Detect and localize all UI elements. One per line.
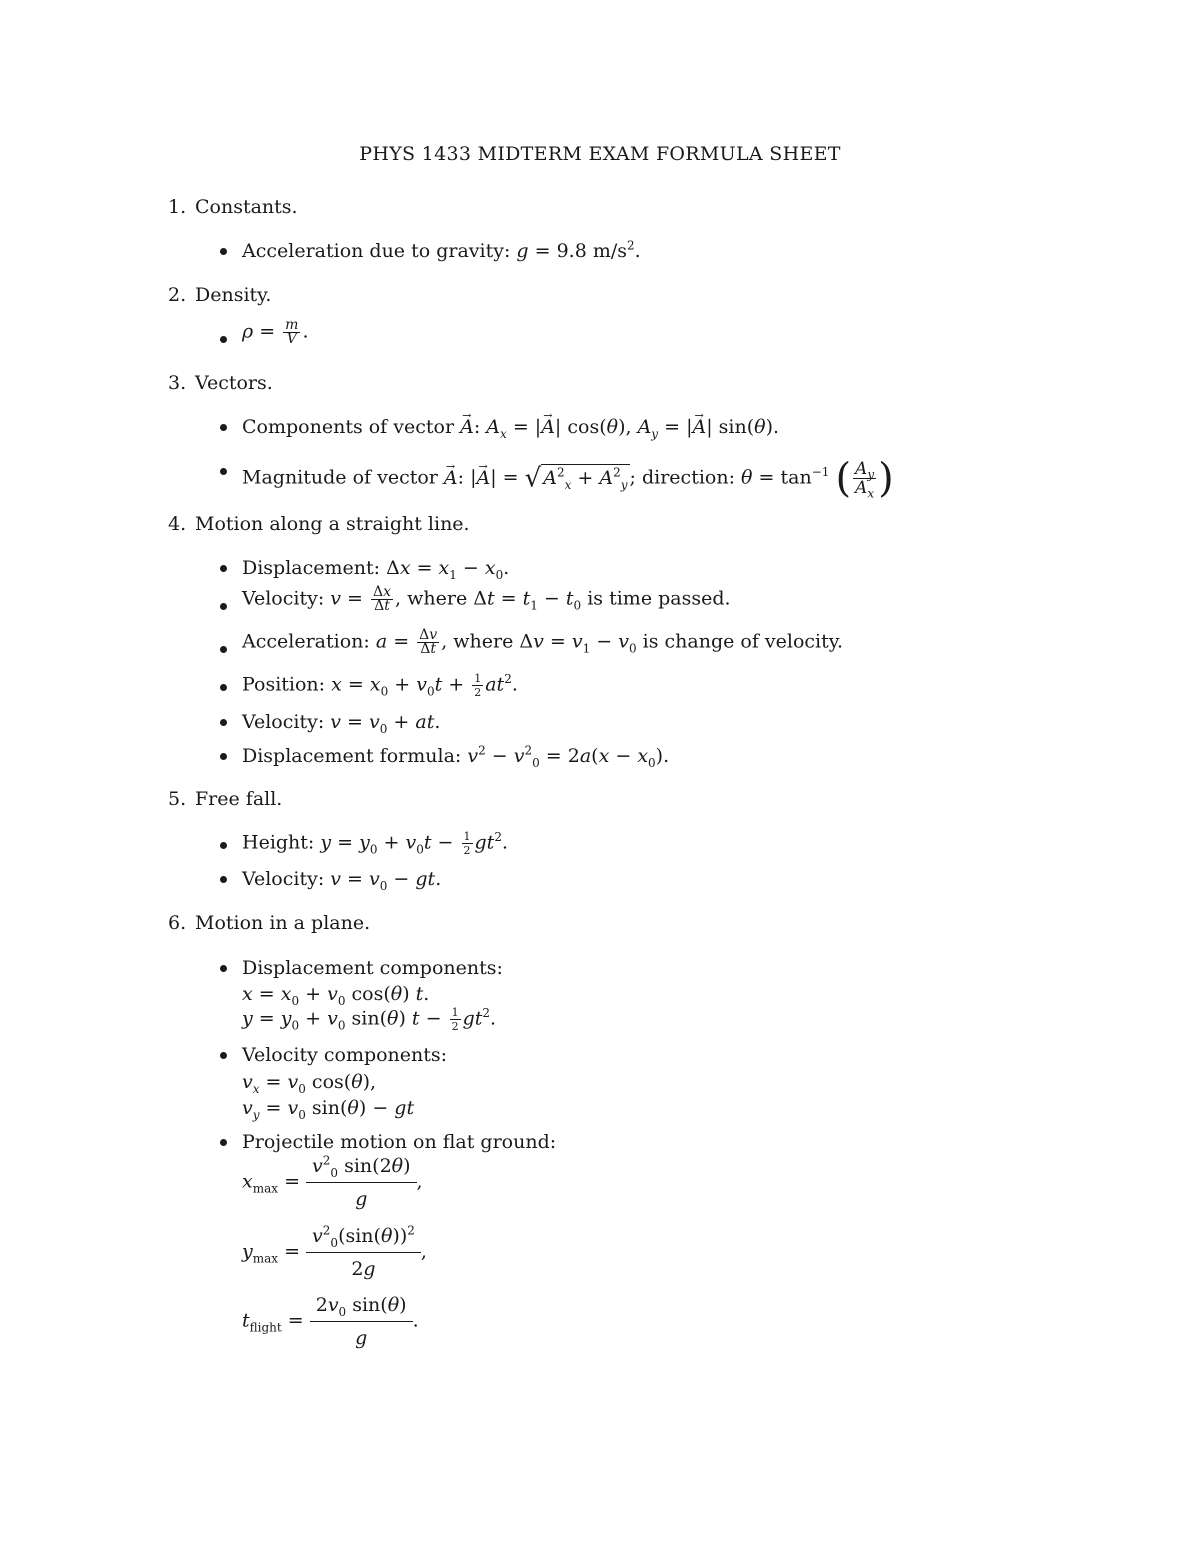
equation-ymax: $y_{max}$ = $\frac{v^2_0(\sin(\theta))^2}{2g}$ ,	[242, 1223, 427, 1280]
section-density: 2. Density.	[168, 284, 272, 306]
page-title: PHYS 1433 MIDTERM EXAM FORMULA SHEET	[359, 143, 841, 165]
equation-xmax: $x_{max}$ = $\frac{v^2_0 \sin(2\theta)}{g}$ ,	[242, 1153, 423, 1210]
section-straight-line: 4. Motion along a straight line.	[168, 513, 470, 535]
equation-tflight: $t_{flight}$ = $\frac{2v_0 \sin(\theta)}{g}$ .	[242, 1291, 419, 1352]
formula-sheet-page: PHYS 1433 MIDTERM EXAM FORMULA SHEET 1. Constants. Acceleration due to gravity: g = 9.8 $m/s^2$. 2. Density. ρ = $\frac{m}{V}$ . 3. Vectors. Components of vector → A: $A_x$ = |→ A| cos(θ), $A_y$ = |→ A| sin(θ). Magnitude of vector → A: |→ A| = √ $A^2_x + A^2_y$ ; direction: $\theta = \tan^{-1}$ ( $\frac{A_y}{A_x}$ ) 4. Motion along a straight line. Displacement: $\Delta x = x_1 - x_0$. Velocity: v = $\frac{\Delta x}{\Delta t}$ , where $\Delta t = t_1 - t_0$ is time passed. Acceleration: a = $\frac{\Delta v}{\Delta t}$ , where $\Delta v = v_1 - v_0$ is change of velocity. Position: $x = x_0 + v_0t$ + $\frac{1}{2}$ $at^2$. Velocity: $v = v_0$ + at. Displacement formula: $v^2 - v^2_0 = 2a(x - x_0)$. 5. Free fall. Height: $y = y_0 + v_0t$ − $\frac{1}{2}$ $gt^2$. Velocity: $v = v_0$ − gt. 6. Motion in a plane. Displacement components: $x = x_0 + v_0$ cos(θ) t. $y = y_0 + v_0$ sin(θ) t − $\frac{1}{2}$ $gt^2$. Velocity components: $v_x = v_0$ cos(θ), $v_y = v_0$ sin(θ) − gt Projectile motion on flat ground: $x_{max}$ = $\frac{v^2_0 \sin(2\theta)}{g}$ , $y_{max}$ = $\frac{v^2_0(\sin(\theta))^2}{2g}$ , $t_{flight}$ = $\frac{2v_0 \sin(\theta)}{g}$ .	[0, 0, 1200, 1553]
equation-y: $y = y_0 + v_0$ sin(θ) t − $\frac{1}{2}$ $gt^2$.	[242, 1006, 497, 1033]
equation-vy: $v_y = v_0$ sin(θ) − gt	[242, 1097, 415, 1122]
section-vectors: 3. Vectors.	[168, 372, 273, 394]
section-free-fall: 5. Free fall.	[168, 788, 283, 810]
equation-vx: $v_x = v_0$ cos(θ),	[242, 1071, 377, 1096]
section-constants: 1. Constants.	[168, 196, 298, 218]
equation-x: $x = x_0 + v_0$ cos(θ) t.	[242, 983, 430, 1008]
section-plane-motion: 6. Motion in a plane.	[168, 912, 371, 934]
